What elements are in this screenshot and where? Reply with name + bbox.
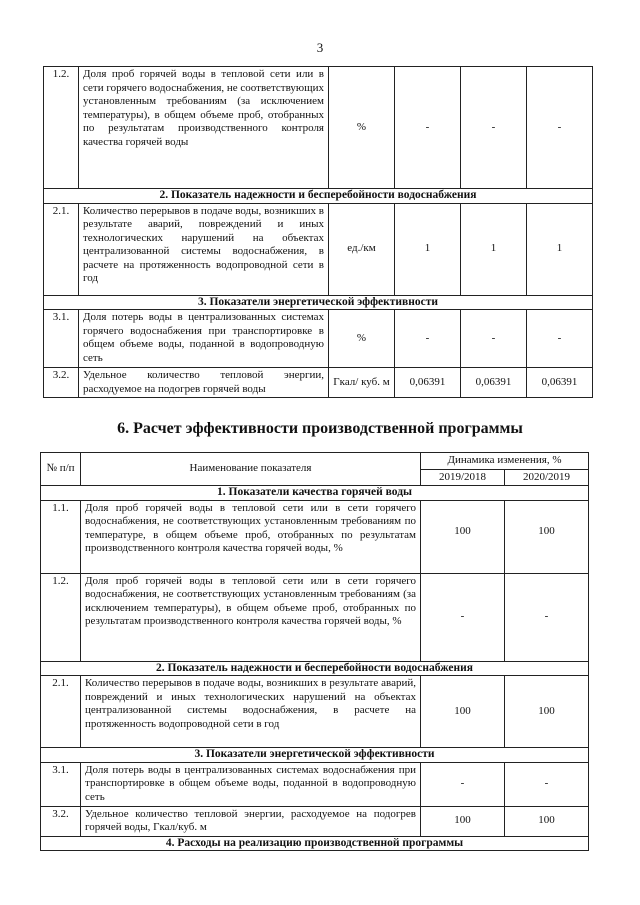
unit-cell: % [329, 310, 395, 368]
value-cell: 100 [505, 676, 589, 748]
value-cell: 1 [527, 203, 593, 295]
value-cell: 0,06391 [527, 368, 593, 398]
value-cell: - [395, 310, 461, 368]
value-cell: 1 [395, 203, 461, 295]
value-cell: 100 [505, 500, 589, 573]
section-heading: 2. Показатель надежности и бесперебойности водоснабжения [41, 661, 589, 676]
indicator-name: Доля проб горячей воды в тепловой сети или в сети горячего водоснабжения, не соответствующих установленным требованиям (за исключением температуры), в общем объеме проб, отобранных по результатам производственного контроля качества горячей воды, % [81, 573, 421, 661]
value-cell: 0,06391 [395, 368, 461, 398]
section-heading: 3. Показатели энергетической эффективности [41, 748, 589, 763]
section-row [41, 748, 589, 763]
table-row [41, 762, 589, 806]
row-number: 1.1. [41, 500, 81, 573]
section-row [41, 661, 589, 676]
value-cell: - [421, 762, 505, 806]
value-cell: - [395, 67, 461, 189]
value-cell: - [527, 310, 593, 368]
table-row [44, 368, 593, 398]
section-heading: 2. Показатель надежности и бесперебойности водоснабжения [44, 189, 593, 204]
indicator-name: Доля проб горячей воды в тепловой сети или в сети горячего водоснабжения, не соответствующих установленным требованиям по температуре, в общем объеме проб, отобранных по результатам производственного контроля качества горячей воды, % [81, 500, 421, 573]
section-row [44, 189, 593, 204]
indicator-name: Доля проб горячей воды в тепловой сети или в сети горячего водоснабжения, не соответствующих установленным требованиям (за исключением температуры), в общем объеме проб, отобранных по результатам производственного контроля качества горячей воды [79, 67, 329, 189]
indicator-name: Доля потерь воды в централизованных системах горячего водоснабжения при транспортировке в общем объеме воды, поданной в водопроводную сеть [79, 310, 329, 368]
value-cell: 100 [421, 676, 505, 748]
unit-cell: Гкал/ куб. м [329, 368, 395, 398]
table-row [44, 203, 593, 295]
row-number: 2.1. [44, 203, 79, 295]
row-number: 3.1. [41, 762, 81, 806]
value-cell: 100 [421, 500, 505, 573]
period-header: 2019/2018 [421, 469, 505, 486]
table-row [44, 310, 593, 368]
value-cell: 100 [505, 806, 589, 836]
value-cell: 100 [421, 806, 505, 836]
row-number: 2.1. [41, 676, 81, 748]
row-number: 1.2. [44, 67, 79, 189]
value-cell: - [527, 67, 593, 189]
value-cell: - [421, 573, 505, 661]
table-row [41, 573, 589, 661]
unit-cell: % [329, 67, 395, 189]
section-heading: 1. Показатели качества горячей воды [41, 486, 589, 501]
name-column-header: Наименование показателя [81, 453, 421, 486]
value-cell: 1 [461, 203, 527, 295]
value-cell: - [461, 67, 527, 189]
indicator-name: Количество перерывов в подаче воды, возникших в результате аварий, повреждений и иных технологических нарушений на объектах централизованной системы водоснабжения, в расчете на протяженность водопроводной сети в год [79, 203, 329, 295]
value-cell: 0,06391 [461, 368, 527, 398]
table-row [41, 500, 589, 573]
period-header: 2020/2019 [505, 469, 589, 486]
row-number: 3.1. [44, 310, 79, 368]
value-cell: - [505, 762, 589, 806]
section-row [41, 486, 589, 501]
section-row [41, 836, 589, 851]
page-number: 3 [316, 40, 324, 55]
table-row [41, 676, 589, 748]
indicator-name: Доля потерь воды в централизованных системах водоснабжения при транспортировке в общем объеме воды, поданной в водопроводную сеть [81, 762, 421, 806]
indicator-name: Количество перерывов в подаче воды, возникших в результате аварий, повреждений и иных технологических нарушений на объектах централизованной системы водоснабжения, в расчете на протяженность водопроводной сети в год [81, 676, 421, 748]
indicator-name: Удельное количество тепловой энергии, расходуемое на подогрев горячей воды, Гкал/куб. м [81, 806, 421, 836]
table-row [44, 67, 593, 189]
section-heading: 3. Показатели энергетической эффективности [44, 295, 593, 310]
row-number: 3.2. [44, 368, 79, 398]
indicators-table-continued [43, 66, 593, 398]
unit-cell: ед./км [329, 203, 395, 295]
row-number: 3.2. [41, 806, 81, 836]
indicator-name: Удельное количество тепловой энергии, расходуемое на подогрев горячей воды [79, 368, 329, 398]
efficiency-table [40, 452, 589, 851]
row-number: 1.2. [41, 573, 81, 661]
section-heading: 4. Расходы на реализацию производственной программы [41, 836, 589, 851]
section-row [44, 295, 593, 310]
value-cell: - [461, 310, 527, 368]
value-cell: - [505, 573, 589, 661]
header-row [41, 453, 589, 470]
number-column-header: № п/п [41, 453, 81, 486]
section-title: 6. Расчет эффективности производственной программы [117, 420, 523, 437]
table-row [41, 806, 589, 836]
dynamics-header: Динамика изменения, % [421, 453, 589, 470]
